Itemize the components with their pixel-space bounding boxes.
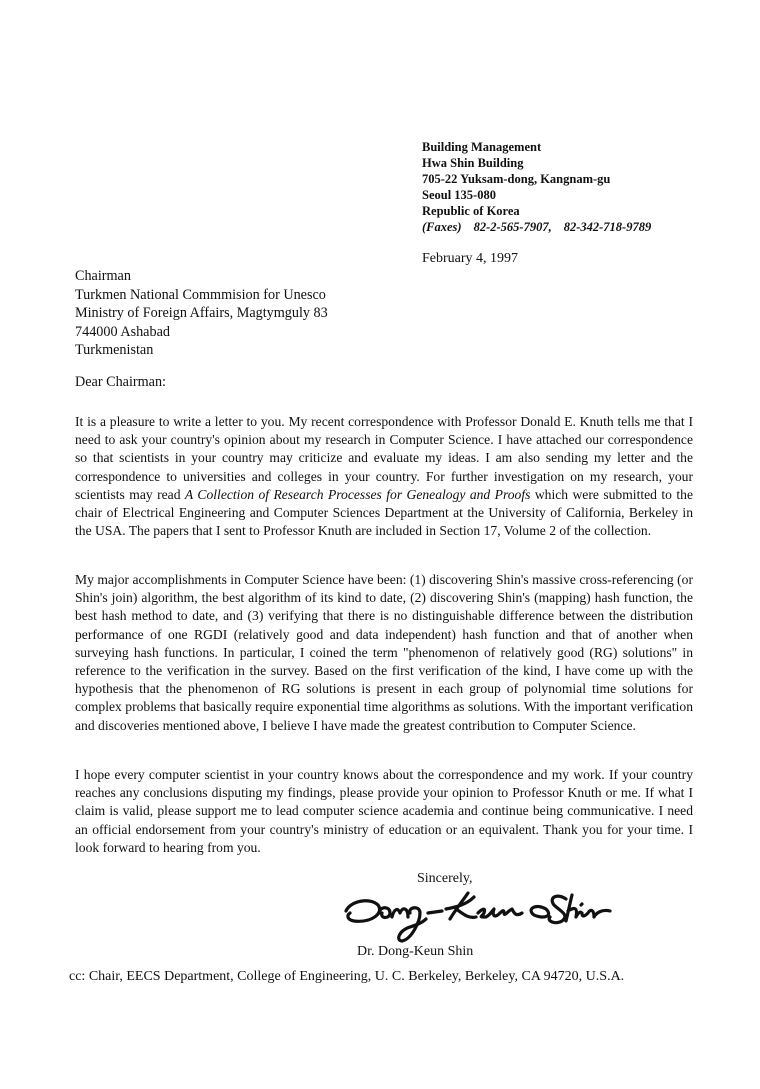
sender-address xyxy=(422,139,663,235)
sender-line: Republic of Korea xyxy=(422,204,520,218)
paragraph-text: It is a pleasure to write a letter to you. My recent correspondence with Professor Donald E. Knuth tells me that I need to ask your country's opinion about my research in Computer Science. I have attached our correspondence so that scientists in your country may criticize and evaluate my ideas. I am also sending my letter and the correspondence to universities and colleges in your country. For further investigation on my research, your scientists may read xyxy=(75,414,693,502)
body-paragraph-2: My major accomplishments in Computer Science have been: (1) discovering Shin's massive cross-referencing (or Shin's join) algorithm, the best algorithm of its kind to date, (2) discovering Shin's (mapping) hash function, the best hash method to date, and (3) verifying that there is no distinguishable difference between the distribution performance of one RGDI (relatively good and data independent) hash function and that of another when surveying hash functions. In particular, I coined the term "phenomenon of relatively good (RG) solutions" in reference to the verification in the survey. Based on the first verification of the kind, I have come up with the hypothesis that the phenomenon of RG solutions is present in each group of polynomial time solutions for complex problems that basically require exponential time algorithms as solutions. With the important verification and discoveries mentioned above, I believe I have made the greatest contribution to Computer Science. xyxy=(75,572,693,733)
letter-date: February 4, 1997 xyxy=(422,251,519,266)
closing: Sincerely, xyxy=(417,871,473,886)
recipient-line: Ministry of Foreign Affairs, Magtymguly 83 xyxy=(75,305,328,321)
body-paragraph-1 xyxy=(75,413,693,540)
sender-line: Building Management xyxy=(422,140,542,154)
sender-faxes xyxy=(422,219,663,235)
sender-line: Hwa Shin Building xyxy=(422,156,524,170)
salutation: Dear Chairman: xyxy=(75,374,166,390)
signer-name: Dr. Dong-Keun Shin xyxy=(357,944,474,959)
faxes-label: (Faxes) xyxy=(422,220,462,234)
sender-line: 705-22 Yuksam-dong, Kangnam-gu xyxy=(422,172,611,186)
body-paragraph-3: I hope every computer scientist in your country knows about the correspondence and my work. If your country reaches any conclusions disputing my findings, please provide your opinion to Professor Knuth or me. If what I claim is valid, please support me to lead computer science academia and continue being communicative. I need an official endorsement from your country's ministry of education or an equivalent. Thank you for your time. I look forward to hearing from you. xyxy=(75,767,693,855)
recipient-line: 744000 Ashabad xyxy=(75,323,170,340)
sender-line: Seoul 135-080 xyxy=(422,188,496,202)
fax-number: 82-2-565-7907, xyxy=(473,220,552,234)
paragraph-text: which were submitted to the chair of Electrical Engineering and Computer Sciences Department at the University of California, Berkeley in the USA. The papers that I sent to Professor Knuth are included in Section 17, Volume 2 of the collection. xyxy=(75,486,693,539)
handwritten-signature xyxy=(340,883,620,945)
book-title: A Collection of Research Processes for Genealogy and Proofs xyxy=(184,486,531,502)
fax-number: 82-342-718-9789 xyxy=(563,220,652,234)
recipient-line: Chairman xyxy=(75,268,131,284)
recipient-line: Turkmenistan xyxy=(75,342,154,358)
recipient-address xyxy=(75,267,328,360)
recipient-line: Turkmen National Commmision for Unesco xyxy=(75,286,326,303)
cc-line: cc: Chair, EECS Department, College of Engineering, U. C. Berkeley, Berkeley, CA 94720, U.S.A. xyxy=(69,969,625,984)
